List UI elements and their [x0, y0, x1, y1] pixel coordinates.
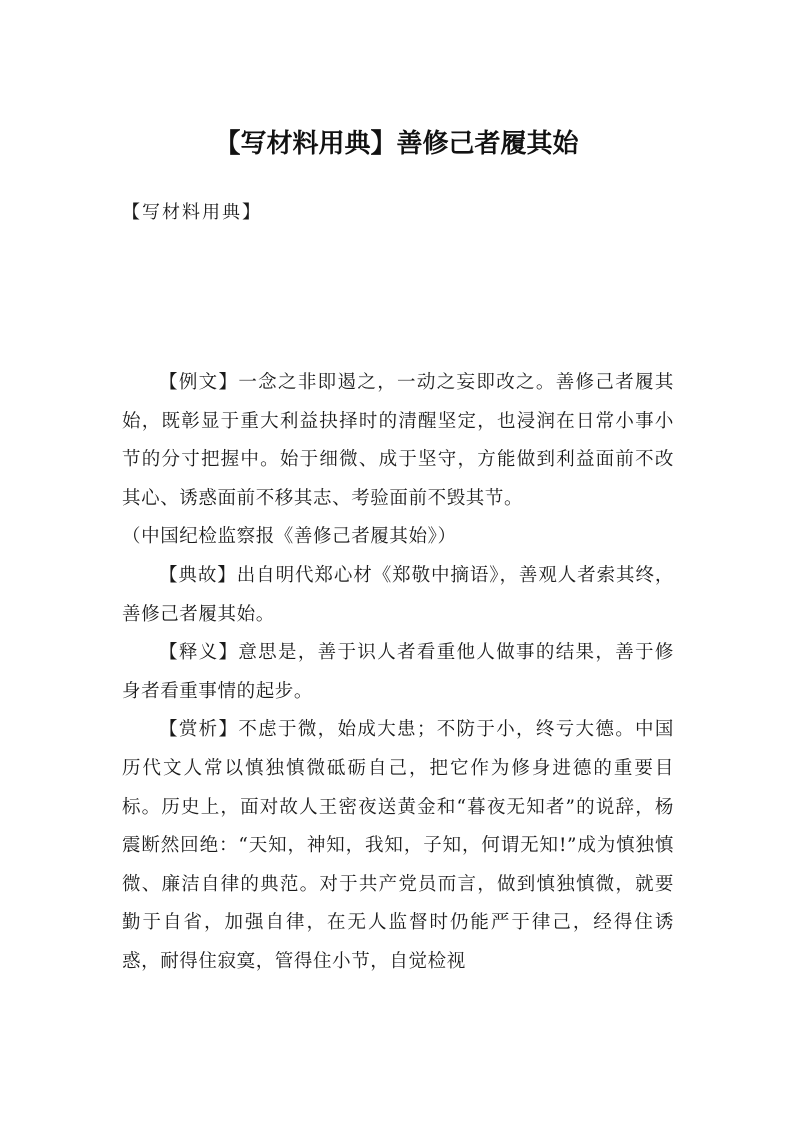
paragraph-tag: 【赏析】: [159, 719, 239, 741]
page-title: 【写材料用典】善修己者履其始: [214, 129, 579, 159]
paragraph-text: （中国纪检监察报《善修己者履其始》）: [122, 526, 457, 548]
subheading: 【写材料用典】: [122, 202, 262, 223]
paragraph-allusion: [122, 557, 674, 634]
paragraph-appreciation: [122, 711, 674, 981]
paragraph-source: [122, 518, 674, 557]
paragraph-interpretation: [122, 634, 674, 711]
article-body: [122, 364, 674, 982]
paragraph-tag: 【例文】: [159, 372, 239, 393]
paragraph-tag: 【典故】: [159, 564, 237, 586]
paragraph-text: 出自明代郑心材《郑敬中摘语》，善观人者索其终，善修己者履其始。: [122, 564, 674, 625]
paragraph-example: [122, 364, 674, 518]
paragraph-text: 意思是，善于识人者看重他人做事的结果，善于修身者看重事情的起步。: [122, 642, 674, 702]
paragraph-text: 不虑于微，始成大患；不防于小，终亏大德。中国历代文人常以慎独慎微砥砺自己，把它作为修身进德的重要目标。历史上，面对故人王密夜送黄金和“暮夜无知者”的说辞，杨震断然回绝：“天知，神知，我知，子知，何谓无知!”成为慎独慎微、廉洁自律的典范。对于共产党员而言，做到慎独慎微，就要勤于自省，加强自律，在无人监督时仍能严于律己，经得住诱惑，耐得住寂寞，管得住小节，自觉检视: [122, 719, 674, 972]
paragraph-text: 一念之非即遏之，一动之妄即改之。善修己者履其始，既彰显于重大利益抉择时的清醒坚定，也浸润在日常小事小节的分寸把握中。始于细微、成于坚守，方能做到利益面前不改其心、诱惑面前不移其志、考验面前不毁其节。: [122, 372, 674, 509]
paragraph-tag: 【释义】: [159, 642, 239, 664]
